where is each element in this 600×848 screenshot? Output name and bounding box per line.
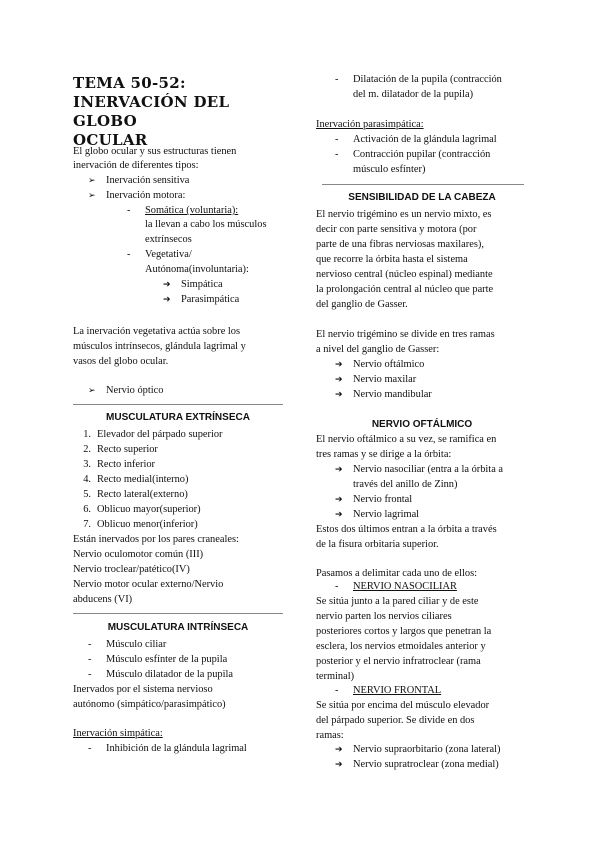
list-item: - Activación de la glándula lagrimal [335, 134, 497, 145]
paragraph-line: El nervio trigémino es un nervio mixto, es [316, 209, 492, 220]
list-item: ➔ Nervio lagrimal [335, 508, 419, 523]
list-item-cont: músculo esfínter) [353, 164, 426, 175]
list-item: ➢ Inervación motora: [88, 189, 185, 204]
somatica-desc: extrínsecos [145, 234, 192, 245]
subheading: Inervación simpática: [73, 728, 163, 739]
list-item: - Dilatación de la pupila (contracción [335, 74, 502, 85]
subheading: Inervación parasimpática: [316, 119, 424, 130]
list-item: ➔ Parasimpática [163, 293, 239, 308]
paragraph-line: Se sitúa junto a la pared ciliar y de este [316, 596, 479, 607]
arrow-right-icon: ➔ [335, 375, 343, 385]
section-heading: MUSCULATURA EXTRÍNSECA [106, 412, 250, 423]
paragraph-line: Se sitúa por encima del músculo elevador [316, 700, 490, 711]
paragraph-line: El nervio trigémino se divide en tres ramas [316, 329, 495, 340]
list-item: - NERVIO NASOCILIAR [335, 581, 457, 592]
paragraph-line: posteriores cortos y largos que penetran la [316, 626, 492, 637]
list-item: - Inhibición de la glándula lagrimal [88, 743, 247, 754]
paragraph-line: Inervados por el sistema nervioso [73, 684, 213, 695]
list-item: - Vegetativa/ [127, 249, 192, 260]
numbered-item: 2. Recto superior [83, 444, 158, 455]
paragraph-line: Nervio troclear/patético(IV) [73, 564, 190, 575]
list-item: ➔ Simpática [163, 278, 223, 293]
section-heading: SENSIBILIDAD DE LA CABEZA [348, 192, 496, 203]
paragraph-line: autónomo (simpático/parasimpático) [73, 699, 226, 710]
paragraph-line: tres ramas y se dirige a la órbita: [316, 449, 452, 460]
paragraph-line: del ganglio de Gasser. [316, 299, 408, 310]
paragraph-line: La inervación vegetativa actúa sobre los [73, 326, 241, 337]
list-item: - Somática (voluntaria): [127, 205, 239, 216]
paragraph-line: del párpado superior. Se divide en dos [316, 715, 475, 726]
paragraph-line: El nervio oftálmico a su vez, se ramifica en [316, 434, 497, 445]
numbered-item: 5. Recto lateral(externo) [83, 489, 188, 500]
paragraph-line: esclera, los nervios etmoidales anterior y [316, 641, 486, 652]
arrowhead-icon: ➢ [88, 386, 96, 396]
arrow-right-icon: ➔ [335, 495, 343, 505]
section-heading: MUSCULATURA INTRÍNSECA [107, 622, 249, 633]
paragraph-line: parte de una fibras nerviosas maxilares), [316, 239, 484, 250]
paragraph-line: a nivel del ganglio de Gasser: [316, 344, 440, 355]
arrow-right-icon: ➔ [335, 760, 343, 770]
numbered-item: 4. Recto medial(interno) [83, 474, 189, 485]
list-item: ➔ Nervio oftálmico [335, 358, 424, 373]
paragraph-line: Pasamos a delimitar cada uno de ellos: [316, 568, 478, 579]
paragraph-line: nervioso central (núcleo espinal) mediante [316, 269, 493, 280]
list-item: - Músculo dilatador de la pupila [88, 669, 233, 680]
page-title: TEMA 50-52: INERVACIÓN DEL GLOBO OCULAR [73, 74, 230, 149]
arrow-right-icon: ➔ [335, 745, 343, 755]
arrow-right-icon: ➔ [335, 390, 343, 400]
list-item-cont: del m. dilatador de la pupila) [353, 89, 474, 100]
numbered-item: 7. Oblicuo menor(inferior) [83, 519, 198, 530]
list-item: - Músculo ciliar [88, 639, 167, 650]
list-item: ➔ Nervio mandibular [335, 388, 432, 403]
list-item: ➔ Nervio supraorbitario (zona lateral) [335, 743, 500, 758]
section-heading: NERVIO OFTÁLMICO [371, 419, 473, 430]
paragraph-line: vasos del globo ocular. [73, 356, 169, 367]
arrowhead-icon: ➢ [88, 191, 96, 201]
list-item: ➔ Nervio maxilar [335, 373, 416, 388]
list-item: ➢ Inervación sensitiva [88, 174, 189, 189]
divider [73, 613, 283, 614]
arrow-right-icon: ➔ [163, 280, 171, 290]
paragraph-line: Están inervados por los pares craneales: [73, 534, 239, 545]
paragraph-line: nervio parten los nervios ciliares [316, 611, 452, 622]
intro-line-1: El globo ocular y sus estructuras tienen [73, 146, 237, 157]
numbered-item: 3. Recto inferior [83, 459, 155, 470]
paragraph-line: Nervio oculomotor común (III) [73, 549, 204, 560]
paragraph-line: que recorre la órbita hasta el sistema [316, 254, 468, 265]
list-item: ➔ Nervio frontal [335, 493, 412, 508]
paragraph-line: decir con parte sensitiva y motora (por [316, 224, 477, 235]
paragraph-line: Nervio motor ocular externo/Nervio [73, 579, 224, 590]
intro-line-2: inervación de diferentes tipos: [73, 160, 199, 171]
list-item: ➔ Nervio supratroclear (zona medial) [335, 758, 499, 773]
arrow-right-icon: ➔ [163, 295, 171, 305]
divider [322, 184, 524, 185]
paragraph-line: terminal) [316, 671, 355, 682]
divider [73, 404, 283, 405]
paragraph-line: Estos dos últimos entran a la órbita a través [316, 524, 497, 535]
paragraph-line: posterior y el nervio infratroclear (rama [316, 656, 481, 667]
numbered-item: 6. Oblicuo mayor(superior) [83, 504, 201, 515]
list-item-cont: través del anillo de Zinn) [353, 479, 458, 490]
arrowhead-icon: ➢ [88, 176, 96, 186]
paragraph-line: abducens (VI) [73, 594, 133, 605]
list-item: ➢ Nervio óptico [88, 384, 163, 399]
list-item: - Contracción pupilar (contracción [335, 149, 491, 160]
list-item: - Músculo esfínter de la pupila [88, 654, 228, 665]
list-item: - NERVIO FRONTAL [335, 685, 442, 696]
list-item: ➔ Nervio nasociliar (entra a la órbita a [335, 463, 503, 478]
paragraph-line: músculos intrínsecos, glándula lagrimal y [73, 341, 246, 352]
somatica-desc: la llevan a cabo los músculos [145, 219, 267, 230]
numbered-item: 1. Elevador del párpado superior [83, 429, 223, 440]
vegetativa-desc: Autónoma(involuntaria): [145, 264, 249, 275]
arrow-right-icon: ➔ [335, 465, 343, 475]
paragraph-line: de la fisura orbitaria superior. [316, 539, 439, 550]
arrow-right-icon: ➔ [335, 510, 343, 520]
paragraph-line: ramas: [316, 730, 344, 741]
paragraph-line: la prolongación central al núcleo que parte [316, 284, 494, 295]
arrow-right-icon: ➔ [335, 360, 343, 370]
